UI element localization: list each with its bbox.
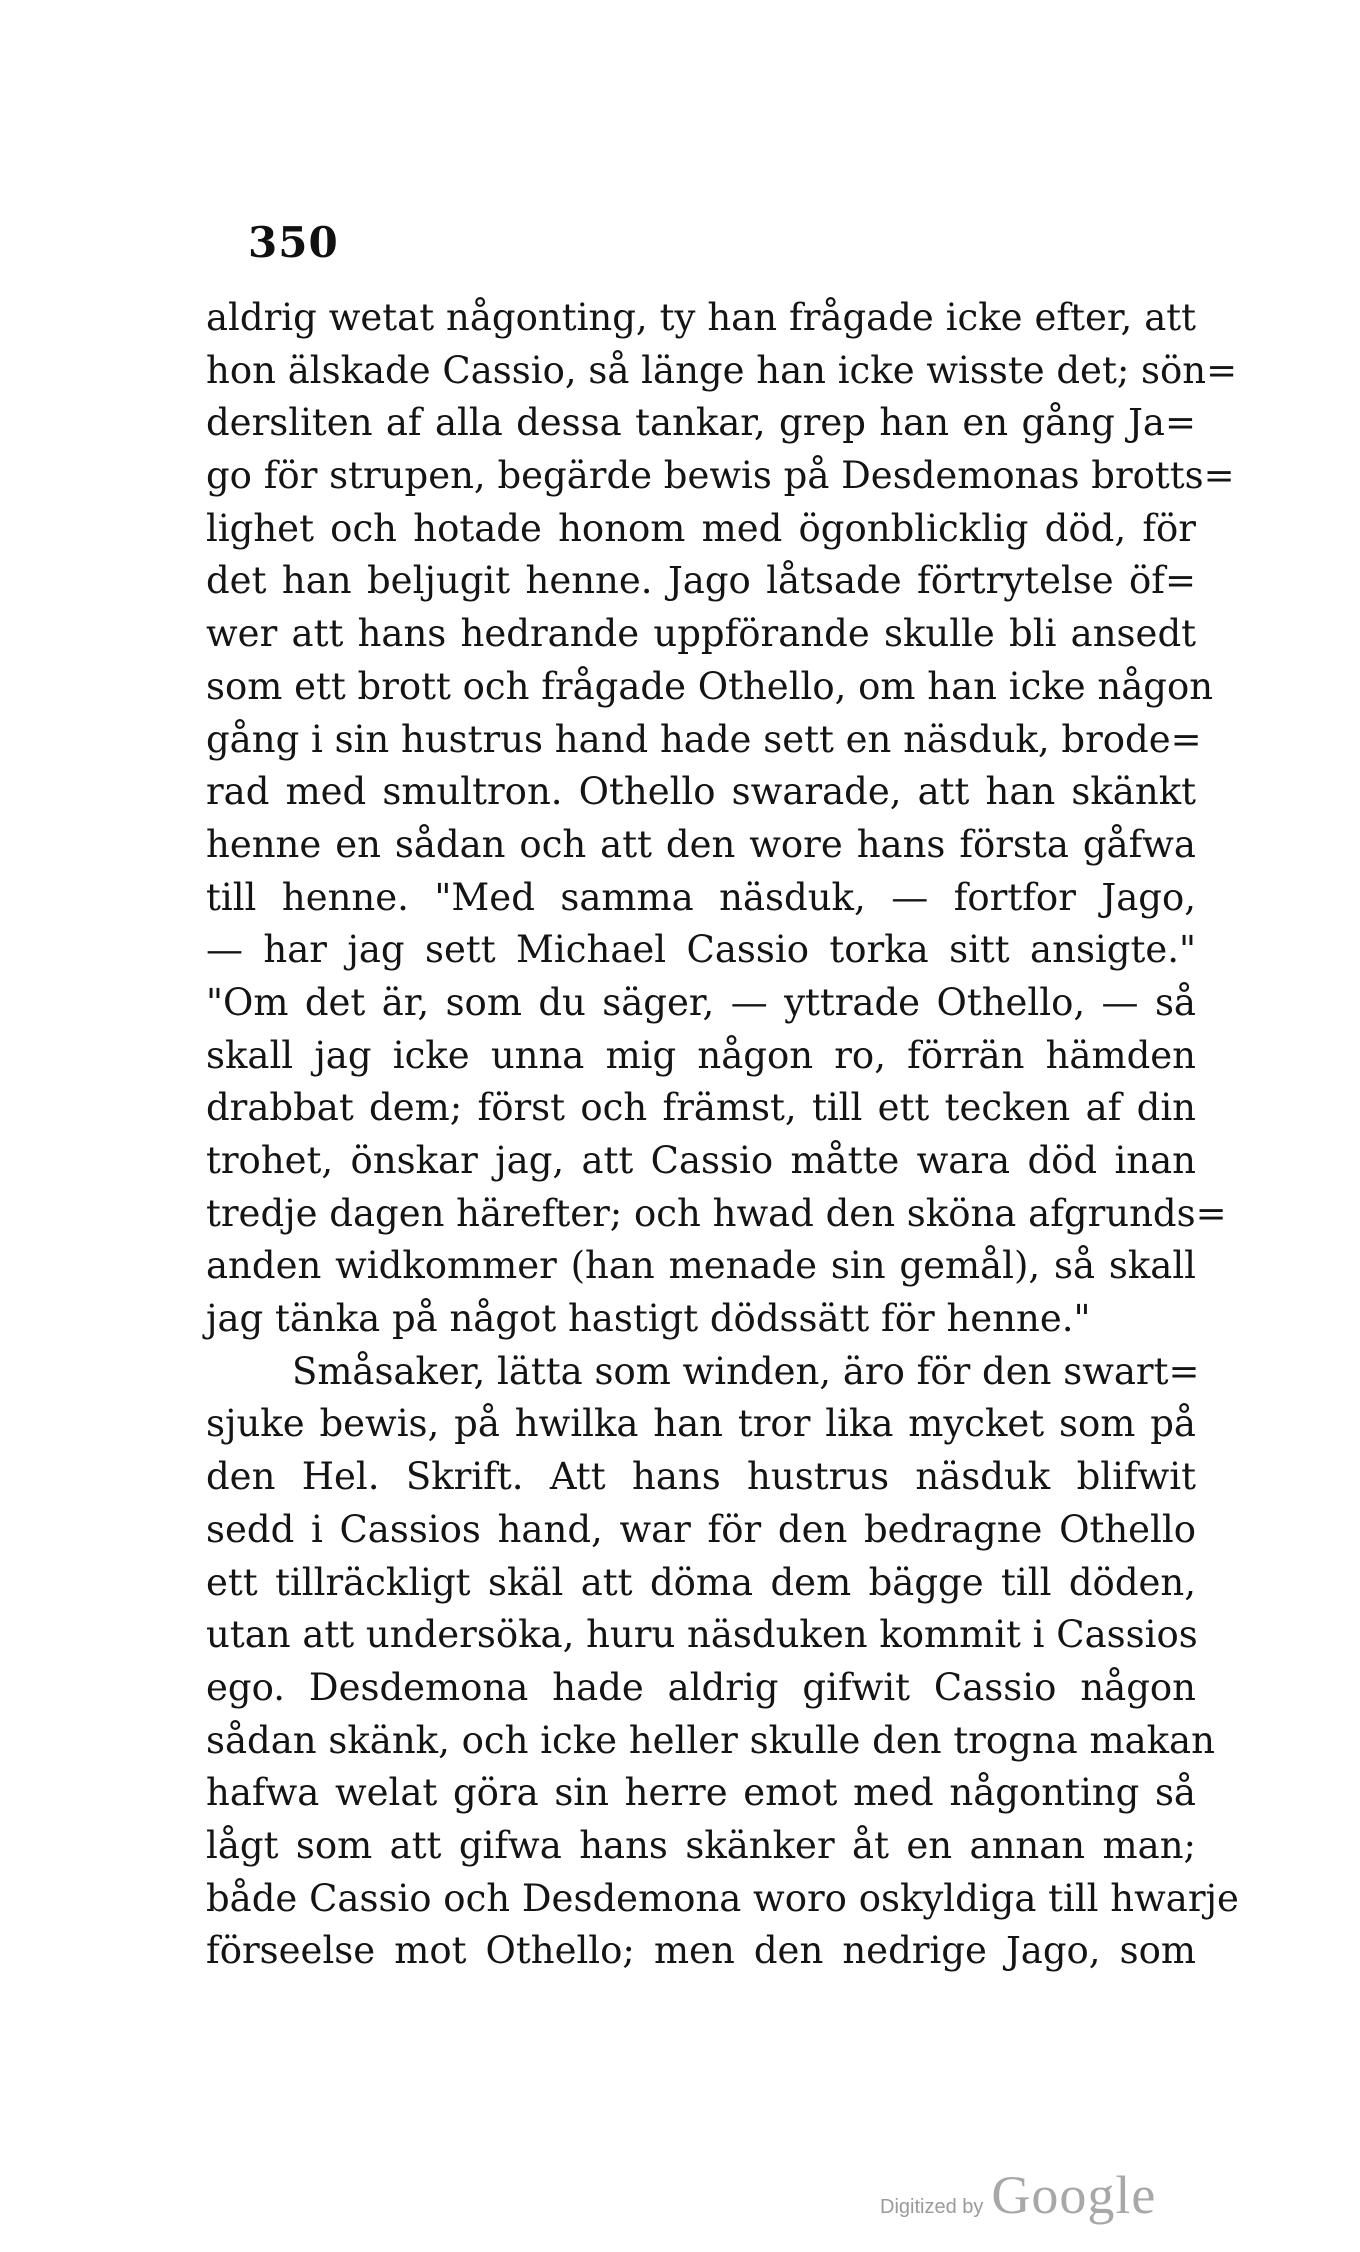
text-line: till henne. "Med samma näsduk, — fortfor Jago,	[206, 875, 1196, 919]
text-line: hon älskade Cassio, så länge han icke wisste det; sön=	[206, 348, 1238, 392]
text-line: skall jag icke unna mig någon ro, förrän hämden	[206, 1033, 1196, 1077]
text-line: rad med smultron. Othello swarade, att han skänkt	[206, 770, 1196, 814]
body-text	[206, 292, 1239, 1978]
digitized-watermark	[880, 2164, 1156, 2226]
text-line: lighet och hotade honom med ögonblicklig död, för	[206, 506, 1196, 550]
text-line: henne en sådan och att den wore hans första gåfwa	[206, 822, 1196, 866]
text-line: utan att undersöka, huru näsduken kommit i Cassios	[206, 1613, 1198, 1657]
text-line: go för strupen, begärde bewis på Desdemonas brotts=	[206, 454, 1235, 498]
text-line: wer att hans hedrande uppförande skulle bli ansedt	[206, 612, 1196, 656]
text-line: den Hel. Skrift. Att hans hustrus näsduk blifwit	[206, 1455, 1196, 1499]
text-line: sådan skänk, och icke heller skulle den trogna makan	[206, 1718, 1215, 1762]
text-line: trohet, önskar jag, att Cassio måtte wara död inan	[206, 1139, 1196, 1182]
text-line: anden widkommer (han menade sin gemål), så skall	[206, 1244, 1196, 1288]
text-line: jag tänka på något hastigt dödssätt för henne."	[206, 1297, 1091, 1341]
text-line: "Om det är, som du säger, — yttrade Othello, — så	[206, 980, 1196, 1024]
text-line: ego. Desdemona hade aldrig gifwit Cassio någon	[206, 1665, 1196, 1709]
text-line: aldrig wetat någonting, ty han frågade icke efter, att	[206, 296, 1196, 339]
text-line: som ett brott och frågade Othello, om han icke någon	[206, 664, 1214, 708]
text-line: hafwa welat göra sin herre emot med någonting så	[206, 1771, 1196, 1815]
text-line: sjuke bewis, på hwilka han tror lika mycket som på	[206, 1402, 1196, 1446]
text-line: förseelse mot Othello; men den nedrige Jago, som	[206, 1929, 1196, 1973]
text-line: gång i sin hustrus hand hade sett en näsduk, brode=	[206, 717, 1202, 761]
google-logo: Google	[991, 2165, 1157, 2225]
text-line: ett tillräckligt skäl att döma dem bägge till döden,	[206, 1560, 1196, 1604]
text-line: drabbat dem; först och främst, till ett tecken af din	[206, 1086, 1196, 1130]
watermark-prefix: Digitized by	[880, 2196, 984, 2218]
text-line: Småsaker, lätta som winden, äro för den swart=	[292, 1349, 1200, 1393]
text-line: tredje dagen härefter; och hwad den sköna afgrunds=	[206, 1191, 1227, 1235]
text-line: det han beljugit henne. Jago låtsade förtrytelse öf=	[206, 559, 1196, 603]
text-line: — har jag sett Michael Cassio torka sitt ansigte."	[206, 928, 1196, 972]
text-line: både Cassio och Desdemona woro oskyldiga till hwarje	[206, 1876, 1239, 1920]
text-line: sedd i Cassios hand, war för den bedragne Othello	[206, 1507, 1196, 1551]
page-number: 350	[248, 218, 339, 267]
text-line: lågt som att gifwa hans skänker åt en annan man;	[206, 1823, 1196, 1867]
text-line: dersliten af alla dessa tankar, grep han en gång Ja=	[206, 401, 1196, 445]
